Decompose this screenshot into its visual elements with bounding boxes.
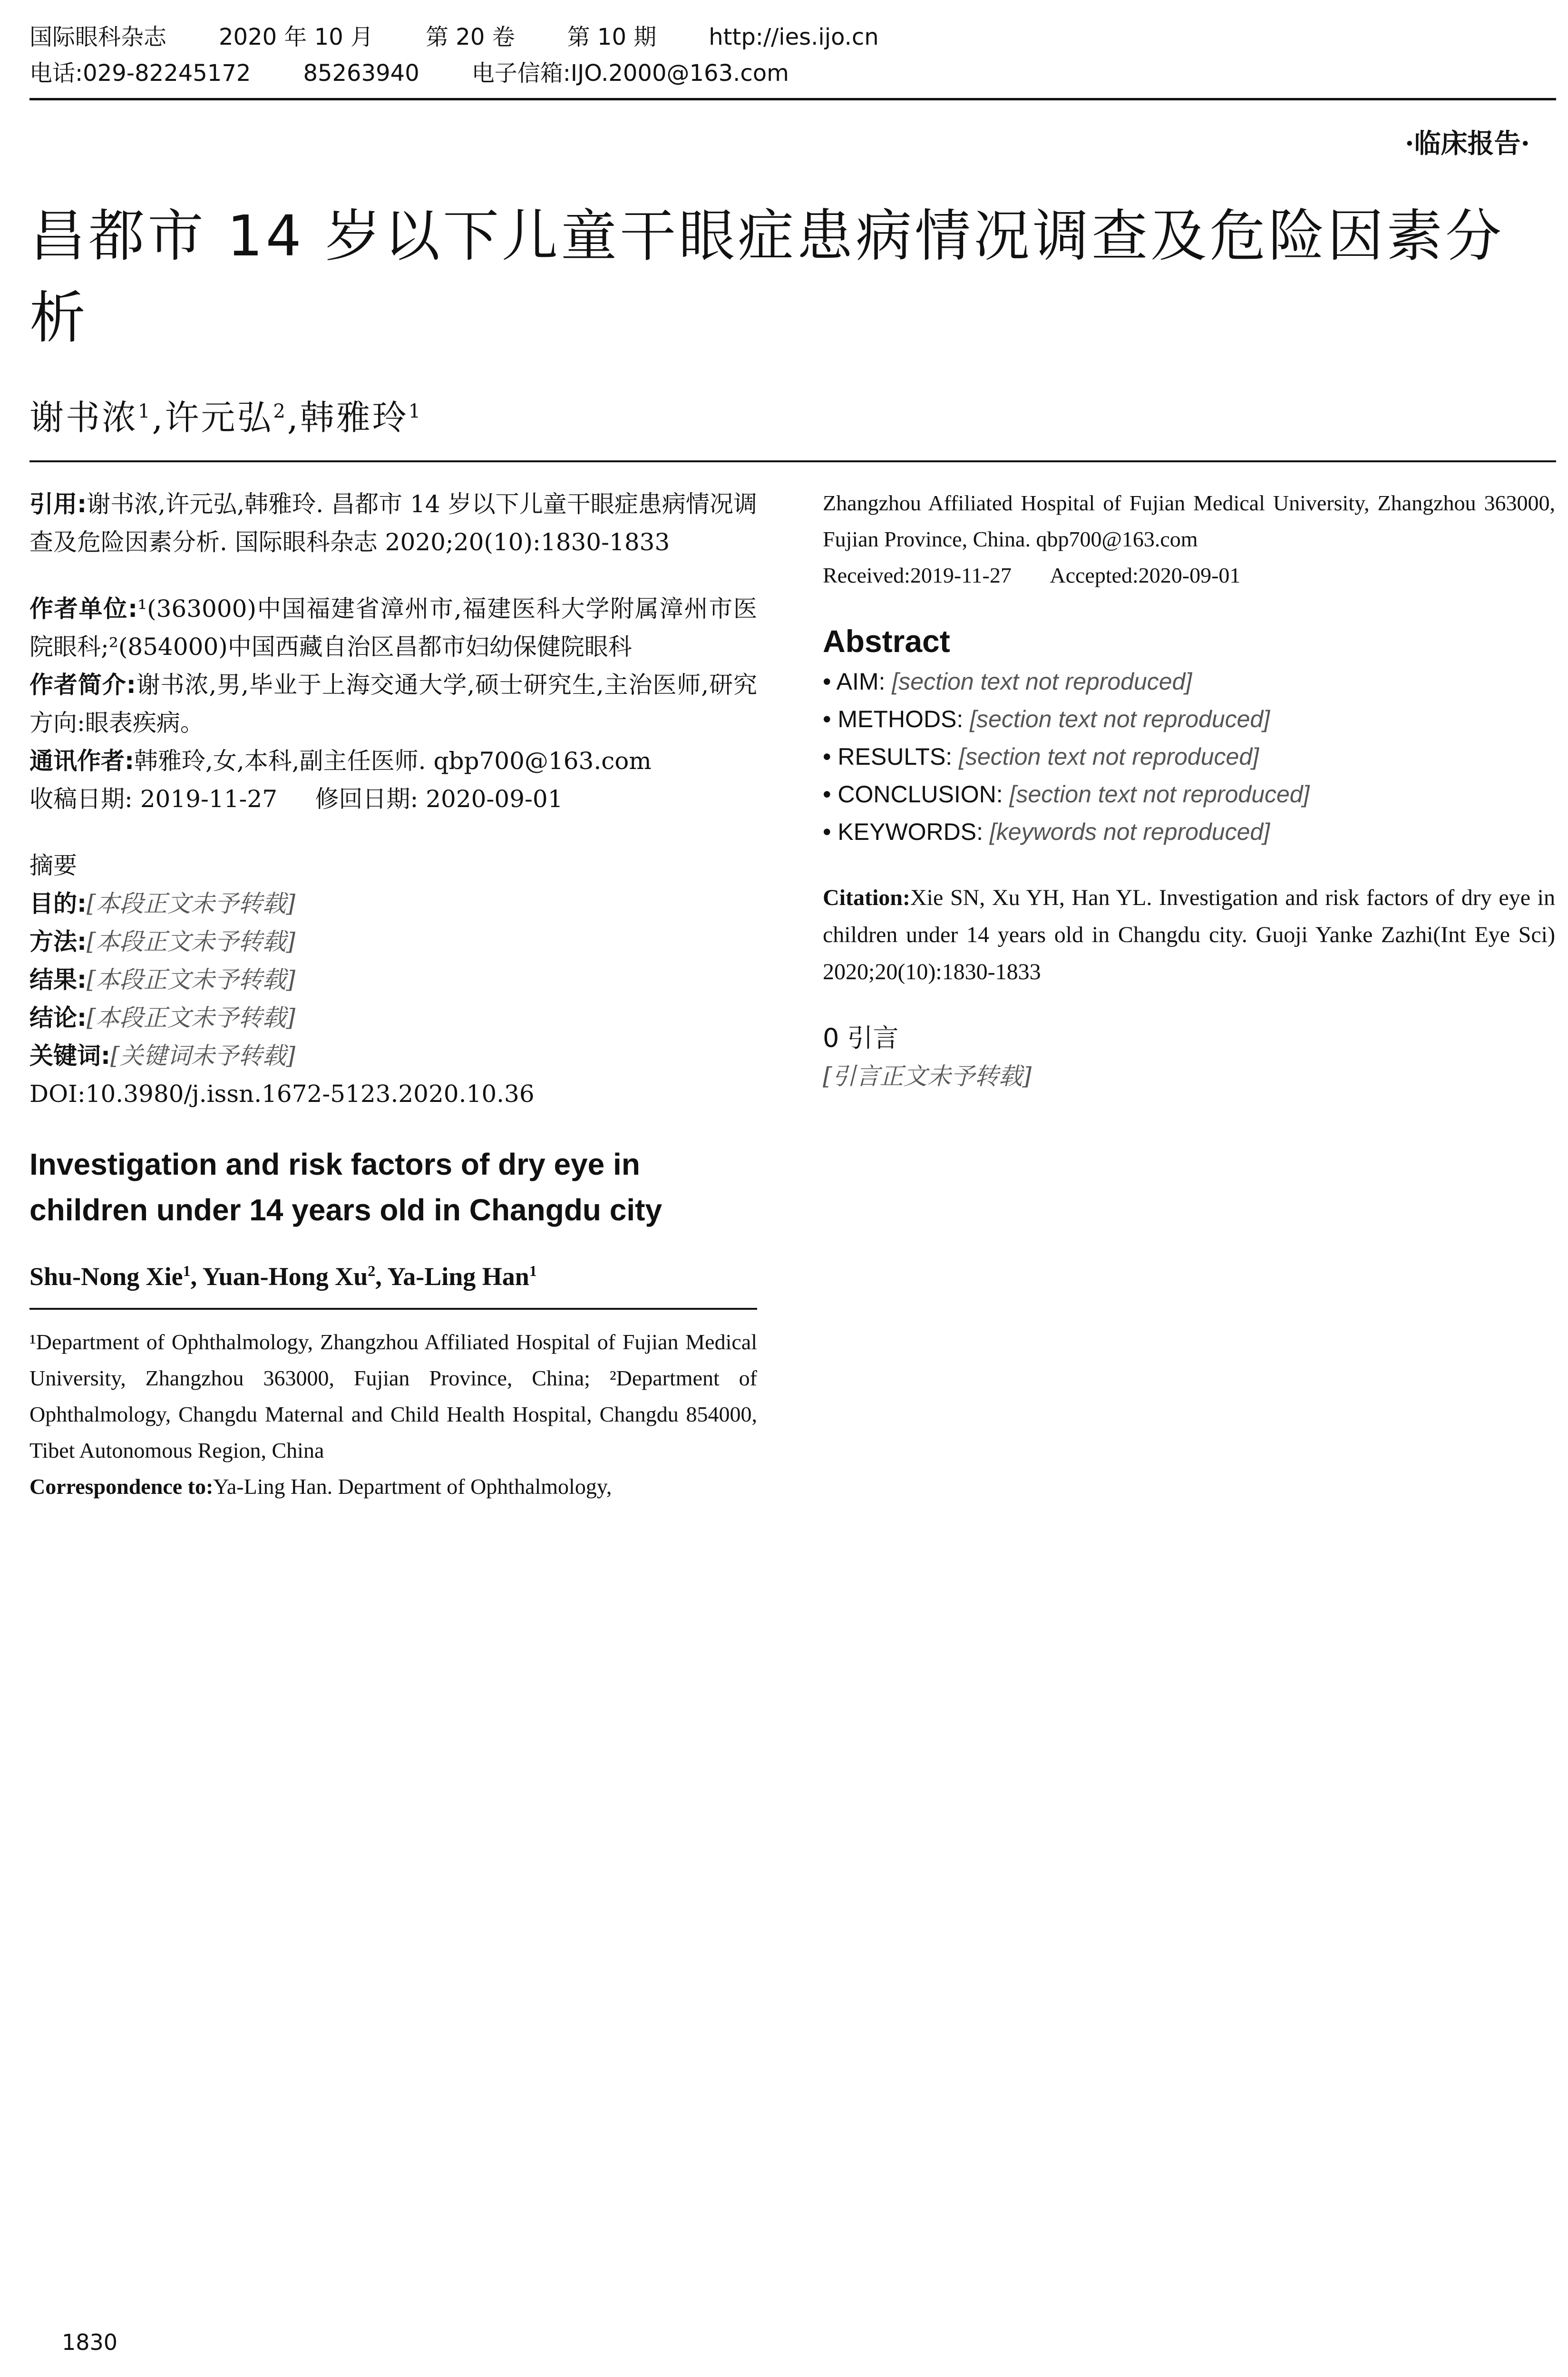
abstract-methods-en: • METHODS: [section text not reproduced] [823, 706, 1270, 732]
author: 谢书浓 [29, 398, 138, 438]
keywords-cn: 关键词:[关键词未予转载] [29, 1042, 296, 1070]
correspondence-en-cont: Zhangzhou Affiliated Hospital of Fujian Medical University, Zhangzhou 363000, Fujian Province, China. qbp700@163.com [823, 491, 1555, 551]
issue: 第 10 期 [567, 24, 657, 50]
english-authors: Shu-Nong Xie$^1$, Yuan-Hong Xu$^2$, Ya-Ling Han$^1$ [29, 1262, 537, 1291]
citation-cn: 引用:谢书浓,许元弘,韩雅玲. 昌都市 14 岁以下儿童干眼症患病情况调查及危险因素分析. 国际眼科杂志 2020;20(10):1830-1833 [29, 490, 757, 556]
abstract-conclusion-cn: 结论:[本段正文未予转载] [29, 1004, 296, 1032]
citation-en: Citation:Xie SN, Xu YH, Han YL. Investigation and risk factors of dry eye in children under 14 years old in Changdu city. Guoji Yanke Zazhi(Int Eye Sci) 2020;20(10):1830-1833 [823, 885, 1555, 984]
correspondence-en: Correspondence to:Ya-Ling Han. Department of Ophthalmology, [29, 1474, 612, 1499]
phone: 电话:029-82245172 [29, 60, 251, 87]
author-affil-mark: 1 [138, 400, 152, 422]
dates-en: Received:2019-11-27 Accepted:2020-09-01 [823, 563, 1241, 587]
abstract-heading-en: Abstract [823, 623, 950, 659]
running-header [29, 19, 1556, 91]
author-affiliation: 作者单位:¹(363000)中国福建省漳州市,福建医科大学附属漳州市医院眼科;²(854000)中国西藏自治区昌都市妇幼保健院眼科 [29, 595, 757, 661]
abstract-aim-cn: 目的:[本段正文未予转载] [29, 890, 296, 917]
dates: 收稿日期: 2019-11-27 修回日期: 2020-09-01 [29, 785, 563, 813]
journal-url[interactable]: http://ies.ijo.cn [709, 24, 879, 50]
abstract-results-cn: 结果:[本段正文未予转载] [29, 966, 296, 994]
intro-heading: 0 引言 [823, 1023, 899, 1053]
author: 许元弘 [165, 398, 273, 438]
fax: 85263940 [303, 60, 419, 87]
english-title: Investigation and risk factors of dry eye in children under 14 years old in Changdu city [29, 1147, 662, 1227]
page-number: 1830 [62, 2329, 118, 2355]
affiliation-rule [29, 1308, 757, 1310]
article-title: 昌都市 14 岁以下儿童干眼症患病情况调查及危险因素分析 [29, 203, 1505, 351]
doi[interactable]: DOI:10.3980/j.issn.1672-5123.2020.10.36 [29, 1080, 535, 1108]
abstract-conclusion-en: • CONCLUSION: [section text not reproduced] [823, 781, 1310, 808]
author: 韩雅玲 [300, 398, 409, 438]
intro-body: [引言正文未予转载] [823, 1062, 1032, 1090]
volume: 第 20 卷 [426, 24, 515, 50]
abstract-results-en: • RESULTS: [section text not reproduced] [823, 743, 1259, 770]
journal-name: 国际眼科杂志 [29, 24, 167, 50]
author-affil-mark: 1 [408, 400, 423, 422]
author-bio: 作者简介:谢书浓,男,毕业于上海交通大学,硕士研究生,主治医师,研究方向:眼表疾病。 [29, 671, 758, 737]
abstract-aim-en: • AIM: [section text not reproduced] [823, 668, 1192, 695]
section-rule [29, 460, 1556, 462]
author-list: 谢书浓$^1$,许元弘$^2$,韩雅玲$^1$ [29, 398, 423, 438]
left-column [29, 485, 757, 1505]
abstract-methods-cn: 方法:[本段正文未予转载] [29, 928, 296, 955]
author-affil-mark: 2 [273, 400, 287, 422]
english-affiliation: ¹Department of Ophthalmology, Zhangzhou Affiliated Hospital of Fujian Medical University, Zhangzhou 363000, Fujian Province, China; ²Department of Ophthalmology, Changdu Maternal and Child Health Hospital, Changdu 854000, Tibet Autonomous Region, China [29, 1330, 757, 1462]
header-rule [29, 98, 1556, 100]
right-column [823, 485, 1555, 1095]
section-tag: ·临床报告· [1405, 128, 1530, 159]
corresponding-author: 通讯作者:韩雅玲,女,本科,副主任医师. qbp700@163.com [29, 747, 652, 775]
email[interactable]: 电子信箱:IJO.2000@163.com [471, 60, 789, 87]
abstract-heading-cn: 摘要 [29, 852, 77, 879]
keywords-en: • KEYWORDS: [keywords not reproduced] [823, 818, 1270, 845]
issue-date: 2020 年 10 月 [219, 24, 374, 50]
